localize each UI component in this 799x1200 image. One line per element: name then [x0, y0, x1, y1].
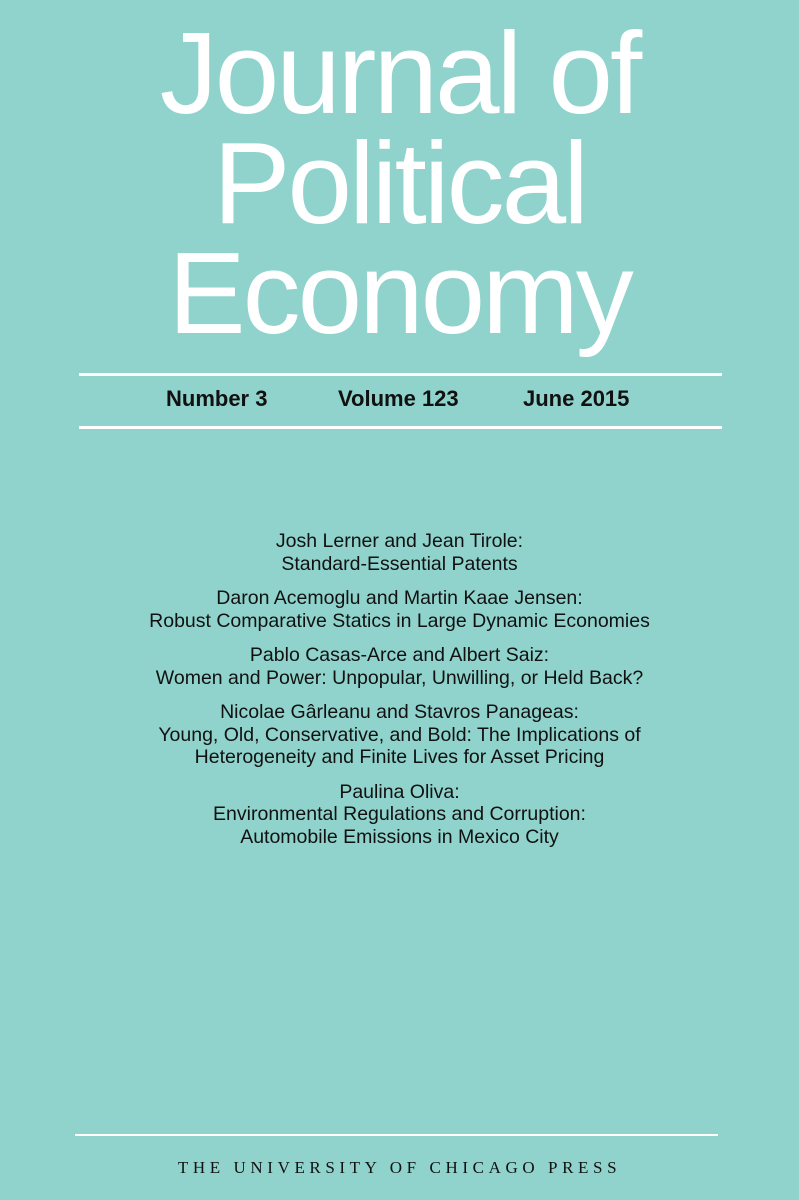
article-title: Environmental Regulations and Corruption:: [213, 803, 586, 825]
article-entry: [0, 587, 799, 632]
article-title: Standard-Essential Patents: [281, 552, 518, 575]
article-entry: [0, 701, 799, 769]
article-authors: Paulina Oliva:: [339, 780, 460, 803]
article-title: Young, Old, Conservative, and Bold: The Implications of: [158, 723, 641, 746]
article-authors: Nicolae Gârleanu and Stavros Panageas:: [220, 701, 579, 723]
journal-title-line-1: Journal of: [159, 8, 640, 138]
table-of-contents: [0, 530, 799, 860]
article-title: Women and Power: Unpopular, Unwilling, or Held Back?: [155, 666, 644, 689]
article-entry: [0, 530, 799, 575]
top-divider: [79, 373, 722, 376]
article-entry: [0, 644, 799, 689]
issue-date: June 2015: [523, 386, 630, 411]
article-authors: Josh Lerner and Jean Tirole:: [275, 530, 524, 552]
bottom-divider: [79, 426, 722, 429]
article-title-continued: Heterogeneity and Finite Lives for Asset Pricing: [194, 746, 605, 768]
article-authors: Daron Acemoglu and Martin Kaae Jensen:: [216, 587, 583, 609]
article-title-continued: Automobile Emissions in Mexico City: [240, 825, 559, 848]
issue-info: [0, 386, 799, 418]
journal-title-line-3: Economy: [168, 228, 631, 358]
issue-number: Number 3: [166, 386, 268, 411]
footer-divider: [75, 1134, 718, 1136]
journal-title: [0, 8, 799, 358]
journal-title-line-2: Political: [213, 118, 586, 248]
article-entry: [0, 781, 799, 849]
issue-volume: Volume 123: [338, 386, 459, 411]
publisher-name: THE UNIVERSITY OF CHICAGO PRESS: [177, 1158, 622, 1177]
article-authors: Pablo Casas-Arce and Albert Saiz:: [249, 644, 550, 666]
article-title: Robust Comparative Statics in Large Dynamic Economies: [149, 609, 650, 632]
